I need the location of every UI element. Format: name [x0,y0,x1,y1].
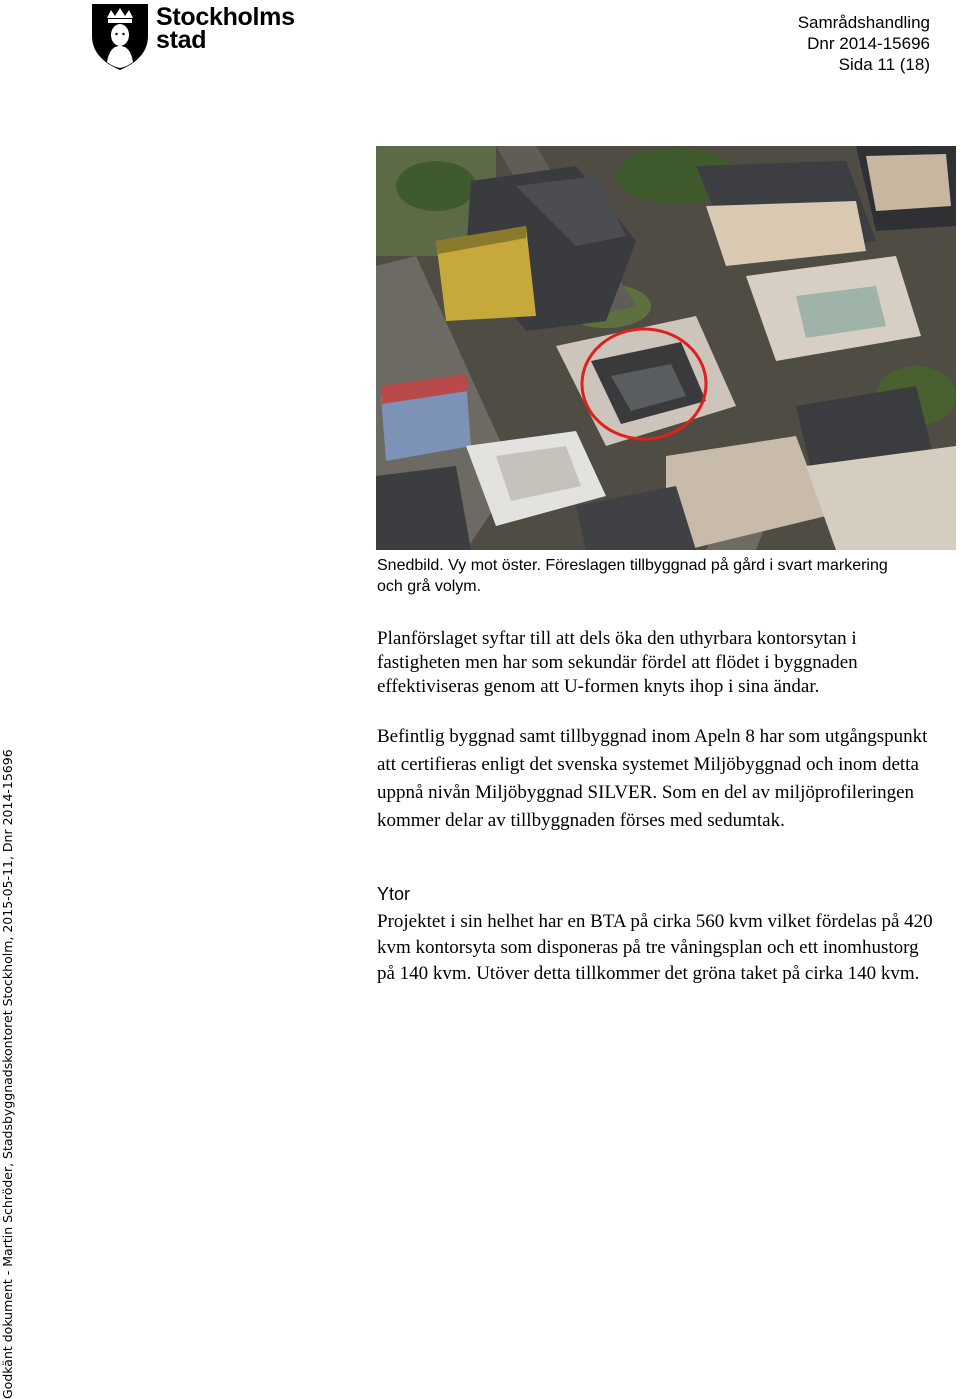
crown-shield-icon [90,2,150,72]
logo-line-2: stad [156,26,207,54]
paragraph-certification: Befintlig byggnad samt tillbyggnad inom Apeln 8 har som utgångspunkt att certifieras enligt det svenska systemet Miljöbyggnad och inom detta uppnå nivån Miljöbyggnad SILVER. Som en del av miljöprofileringen kommer delar av tillbyggnaden förses med sedumtak. [377,726,928,831]
logo-wordmark [156,3,295,54]
document-header [798,12,930,75]
stockholms-stad-logo [90,2,300,72]
document-number: Dnr 2014-15696 [807,34,930,53]
photo-caption: Snedbild. Vy mot öster. Föreslagen tillbyggnad på gård i svart markering och grå volym. [377,557,888,595]
logo-line-1: Stockholms [156,3,295,31]
page-number: Sida 11 (18) [838,55,930,74]
document-type: Samrådshandling [797,13,930,32]
section-heading-ytor: Ytor [377,884,411,904]
aerial-photo [376,146,956,550]
paragraph-purpose: Planförslaget syftar till att dels öka den uthyrbara kontorsytan i fastigheten men har som sekundär fördel att flödet i byggnaden effektiviseras genom att U-formen knyts ihop i sina ändar. [377,628,858,697]
paragraph-areas: Projektet i sin helhet har en BTA på cirka 560 kvm vilket fördelas på 420 kvm kontorsyta som disponeras på tre våningsplan och ett inomhustorg på 140 kvm. Utöver detta tillkommer det gröna taket på cirka 140 kvm. [377,911,933,984]
approval-stamp-vertical: Godkänt dokument - Martin Schröder, Stadsbyggnadskontoret Stockholm, 2015-05-11, Dnr 2014-15696 [0,749,15,1399]
